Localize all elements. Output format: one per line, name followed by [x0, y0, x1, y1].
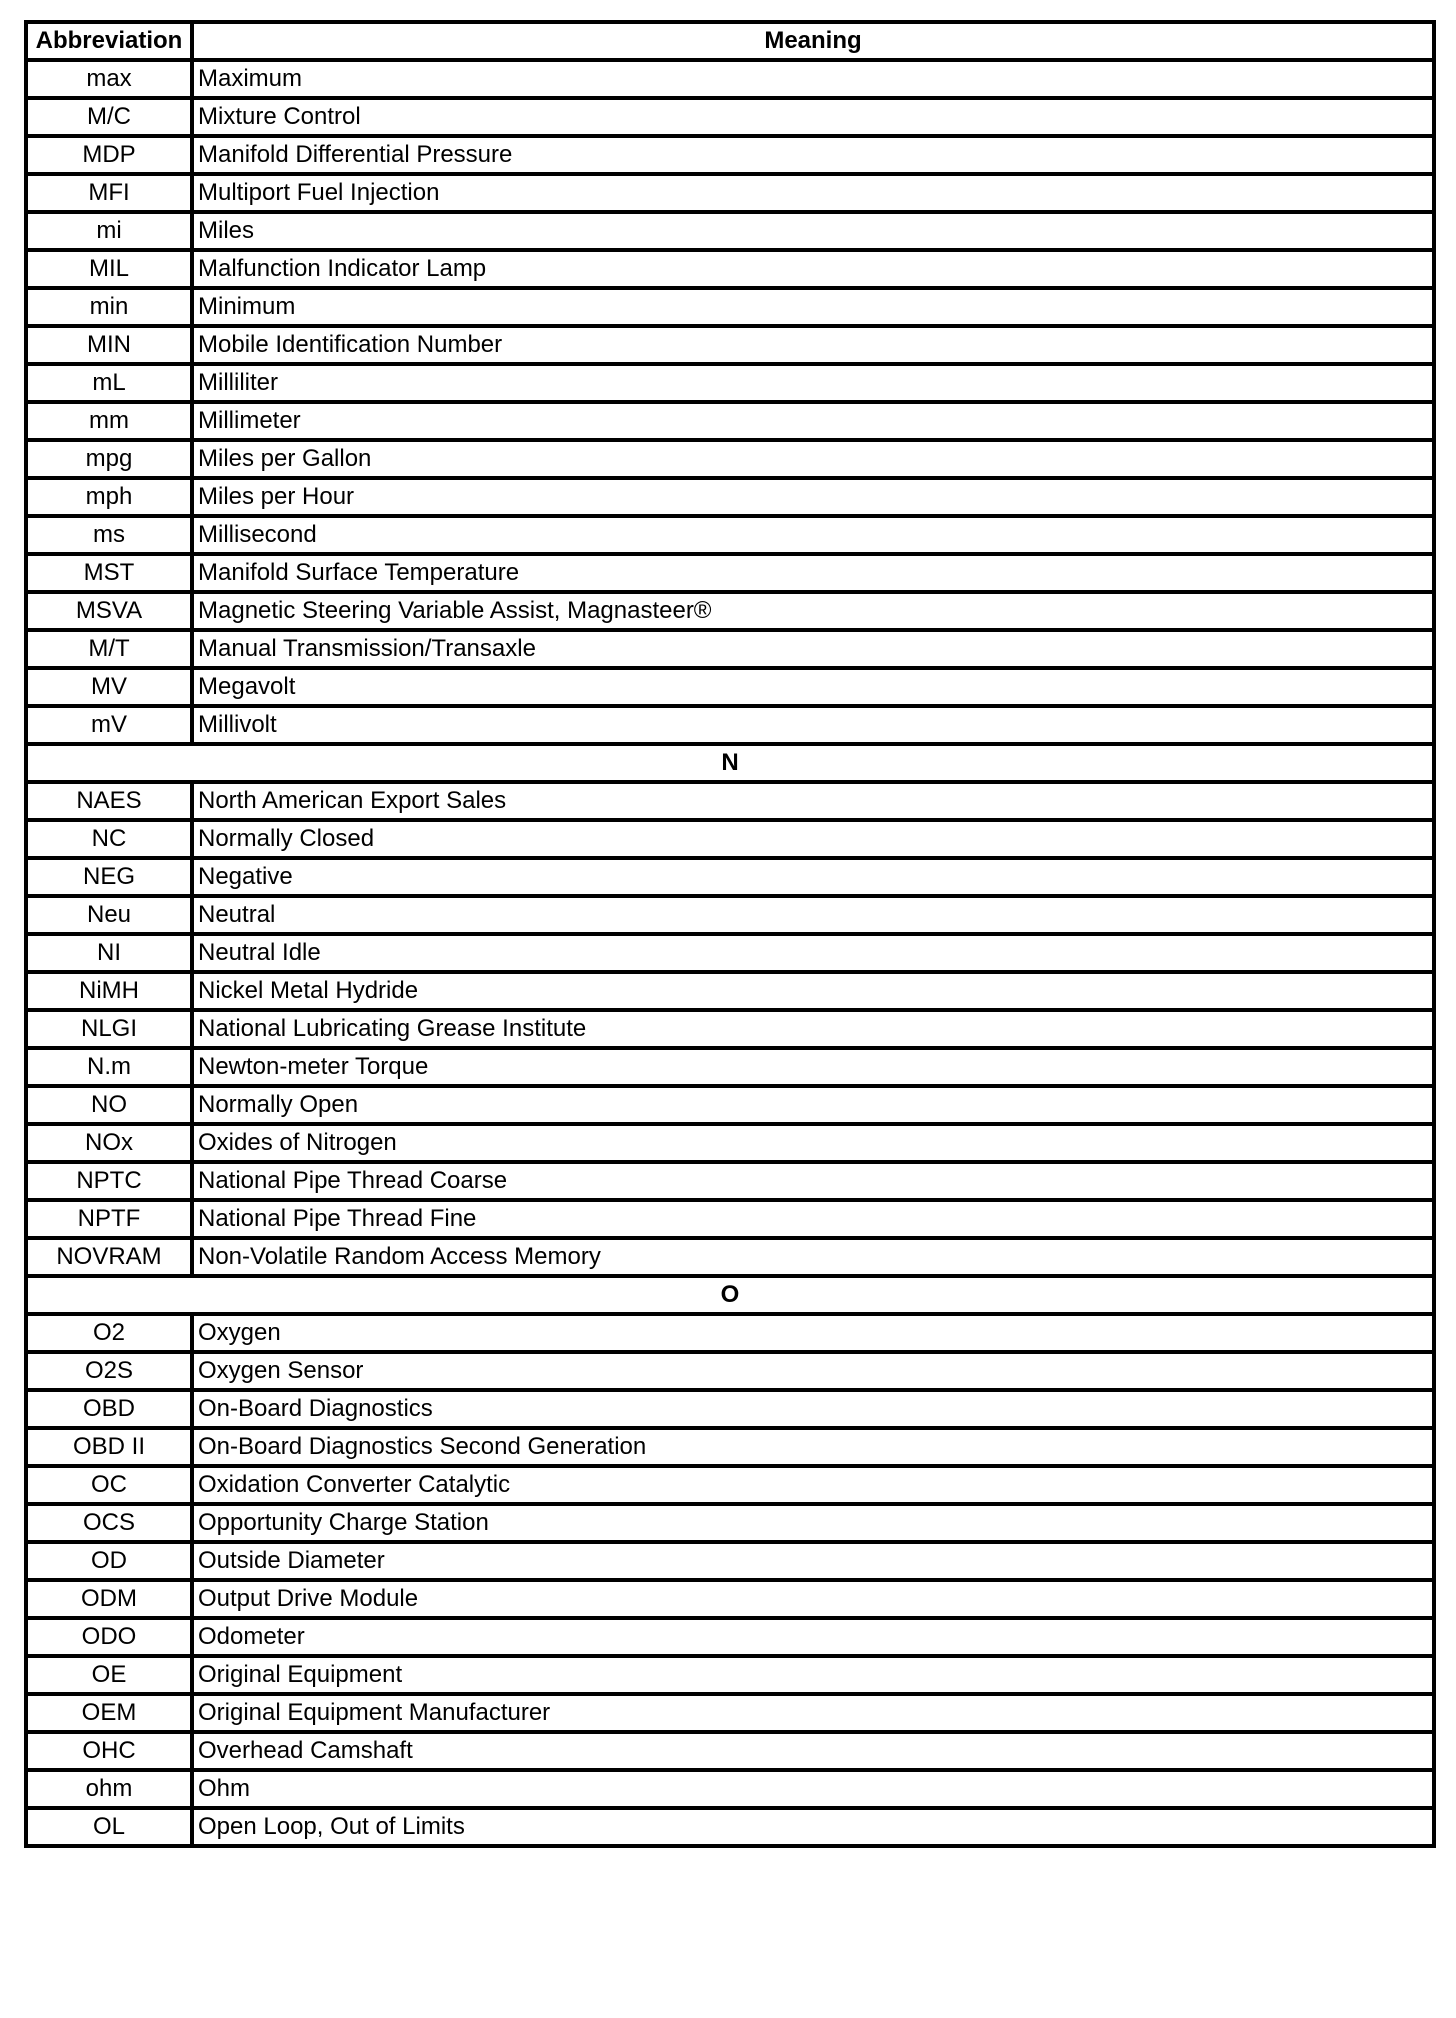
abbreviation-cell: NI — [26, 934, 192, 972]
abbreviation-cell: MV — [26, 668, 192, 706]
meaning-cell: National Pipe Thread Fine — [192, 1200, 1434, 1238]
meaning-cell: Millimeter — [192, 402, 1434, 440]
table-row — [26, 364, 1434, 402]
table-row — [26, 782, 1434, 820]
meaning-cell: Original Equipment — [192, 1656, 1434, 1694]
abbreviation-table — [24, 20, 1436, 1848]
meaning-cell: Manifold Surface Temperature — [192, 554, 1434, 592]
meaning-cell: Maximum — [192, 60, 1434, 98]
meaning-cell: Mobile Identification Number — [192, 326, 1434, 364]
meaning-cell: Millisecond — [192, 516, 1434, 554]
meaning-cell: Neutral Idle — [192, 934, 1434, 972]
table-row — [26, 1694, 1434, 1732]
abbreviation-cell: O2S — [26, 1352, 192, 1390]
abbreviation-cell: MIN — [26, 326, 192, 364]
table-row — [26, 1580, 1434, 1618]
meaning-cell: Malfunction Indicator Lamp — [192, 250, 1434, 288]
table-row — [26, 1618, 1434, 1656]
abbreviation-cell: mpg — [26, 440, 192, 478]
meaning-cell: Magnetic Steering Variable Assist, Magnasteer® — [192, 592, 1434, 630]
meaning-cell: Ohm — [192, 1770, 1434, 1808]
table-row — [26, 1542, 1434, 1580]
meaning-cell: Nickel Metal Hydride — [192, 972, 1434, 1010]
section-letter: N — [26, 744, 1434, 782]
abbreviation-cell: MFI — [26, 174, 192, 212]
table-row — [26, 1770, 1434, 1808]
meaning-cell: Normally Open — [192, 1086, 1434, 1124]
meaning-cell: Oxidation Converter Catalytic — [192, 1466, 1434, 1504]
abbreviation-cell: OHC — [26, 1732, 192, 1770]
table-row — [26, 592, 1434, 630]
abbreviation-cell: NO — [26, 1086, 192, 1124]
abbreviation-cell: MSVA — [26, 592, 192, 630]
abbreviation-cell: mi — [26, 212, 192, 250]
table-row — [26, 212, 1434, 250]
meaning-cell: Overhead Camshaft — [192, 1732, 1434, 1770]
abbreviation-cell: OBD II — [26, 1428, 192, 1466]
header-abbreviation: Abbreviation — [26, 22, 192, 60]
table-row — [26, 478, 1434, 516]
table-row — [26, 858, 1434, 896]
abbreviation-cell: NPTF — [26, 1200, 192, 1238]
meaning-cell: Oxygen Sensor — [192, 1352, 1434, 1390]
section-row — [26, 744, 1434, 782]
section-letter: O — [26, 1276, 1434, 1314]
table-row — [26, 174, 1434, 212]
abbreviation-cell: OBD — [26, 1390, 192, 1428]
meaning-cell: Multiport Fuel Injection — [192, 174, 1434, 212]
abbreviation-cell: min — [26, 288, 192, 326]
meaning-cell: On-Board Diagnostics — [192, 1390, 1434, 1428]
abbreviation-cell: MIL — [26, 250, 192, 288]
meaning-cell: Non-Volatile Random Access Memory — [192, 1238, 1434, 1276]
meaning-cell: Open Loop, Out of Limits — [192, 1808, 1434, 1846]
meaning-cell: National Lubricating Grease Institute — [192, 1010, 1434, 1048]
meaning-cell: Manual Transmission/Transaxle — [192, 630, 1434, 668]
meaning-cell: Newton-meter Torque — [192, 1048, 1434, 1086]
meaning-cell: Minimum — [192, 288, 1434, 326]
abbreviation-cell: mph — [26, 478, 192, 516]
table-row — [26, 1352, 1434, 1390]
table-row — [26, 60, 1434, 98]
meaning-cell: Millivolt — [192, 706, 1434, 744]
section-row — [26, 1276, 1434, 1314]
meaning-cell: Miles — [192, 212, 1434, 250]
abbreviation-cell: M/T — [26, 630, 192, 668]
abbreviation-cell: OE — [26, 1656, 192, 1694]
table-row — [26, 1124, 1434, 1162]
abbreviation-cell: OC — [26, 1466, 192, 1504]
abbreviation-cell: NOVRAM — [26, 1238, 192, 1276]
meaning-cell: North American Export Sales — [192, 782, 1434, 820]
abbreviation-cell: ODO — [26, 1618, 192, 1656]
abbreviation-cell: NAES — [26, 782, 192, 820]
abbreviation-cell: NEG — [26, 858, 192, 896]
abbreviation-cell: ms — [26, 516, 192, 554]
table-row — [26, 1314, 1434, 1352]
table-row — [26, 250, 1434, 288]
table-row — [26, 1466, 1434, 1504]
table-row — [26, 1428, 1434, 1466]
abbreviation-cell: N.m — [26, 1048, 192, 1086]
meaning-cell: Oxides of Nitrogen — [192, 1124, 1434, 1162]
abbreviation-cell: M/C — [26, 98, 192, 136]
table-row — [26, 554, 1434, 592]
abbreviation-cell: NiMH — [26, 972, 192, 1010]
header-meaning: Meaning — [192, 22, 1434, 60]
meaning-cell: National Pipe Thread Coarse — [192, 1162, 1434, 1200]
header-row — [26, 22, 1434, 60]
abbreviation-cell: mL — [26, 364, 192, 402]
meaning-cell: Negative — [192, 858, 1434, 896]
abbreviation-cell: NPTC — [26, 1162, 192, 1200]
meaning-cell: Normally Closed — [192, 820, 1434, 858]
abbreviation-cell: O2 — [26, 1314, 192, 1352]
abbreviation-cell: MST — [26, 554, 192, 592]
table-row — [26, 1010, 1434, 1048]
abbreviation-cell: mV — [26, 706, 192, 744]
meaning-cell: Manifold Differential Pressure — [192, 136, 1434, 174]
abbreviation-cell: max — [26, 60, 192, 98]
table-row — [26, 402, 1434, 440]
meaning-cell: Miles per Gallon — [192, 440, 1434, 478]
meaning-cell: Milliliter — [192, 364, 1434, 402]
table-row — [26, 668, 1434, 706]
table-row — [26, 440, 1434, 478]
table-row — [26, 1200, 1434, 1238]
meaning-cell: Mixture Control — [192, 98, 1434, 136]
table-row — [26, 1162, 1434, 1200]
table-row — [26, 1048, 1434, 1086]
table-row — [26, 98, 1434, 136]
abbreviation-cell: NLGI — [26, 1010, 192, 1048]
abbreviation-cell: ohm — [26, 1770, 192, 1808]
table-row — [26, 1238, 1434, 1276]
abbreviation-cell: OCS — [26, 1504, 192, 1542]
abbreviation-cell: OD — [26, 1542, 192, 1580]
table-body — [26, 60, 1434, 1846]
meaning-cell: Outside Diameter — [192, 1542, 1434, 1580]
table-row — [26, 972, 1434, 1010]
table-row — [26, 1390, 1434, 1428]
table-row — [26, 136, 1434, 174]
abbreviation-cell: NOx — [26, 1124, 192, 1162]
table-row — [26, 1732, 1434, 1770]
meaning-cell: Odometer — [192, 1618, 1434, 1656]
table-row — [26, 896, 1434, 934]
meaning-cell: Neutral — [192, 896, 1434, 934]
table-row — [26, 706, 1434, 744]
abbreviation-cell: NC — [26, 820, 192, 858]
table-row — [26, 1086, 1434, 1124]
abbreviation-cell: OL — [26, 1808, 192, 1846]
abbreviation-cell: MDP — [26, 136, 192, 174]
meaning-cell: Output Drive Module — [192, 1580, 1434, 1618]
table-row — [26, 516, 1434, 554]
table-row — [26, 1504, 1434, 1542]
table-row — [26, 326, 1434, 364]
table-row — [26, 288, 1434, 326]
abbreviation-cell: OEM — [26, 1694, 192, 1732]
meaning-cell: Original Equipment Manufacturer — [192, 1694, 1434, 1732]
abbreviation-cell: mm — [26, 402, 192, 440]
meaning-cell: Opportunity Charge Station — [192, 1504, 1434, 1542]
table-row — [26, 630, 1434, 668]
meaning-cell: Megavolt — [192, 668, 1434, 706]
abbreviation-cell: Neu — [26, 896, 192, 934]
table-row — [26, 1656, 1434, 1694]
meaning-cell: Miles per Hour — [192, 478, 1434, 516]
meaning-cell: Oxygen — [192, 1314, 1434, 1352]
abbreviation-cell: ODM — [26, 1580, 192, 1618]
table-row — [26, 820, 1434, 858]
table-row — [26, 934, 1434, 972]
table-row — [26, 1808, 1434, 1846]
meaning-cell: On-Board Diagnostics Second Generation — [192, 1428, 1434, 1466]
